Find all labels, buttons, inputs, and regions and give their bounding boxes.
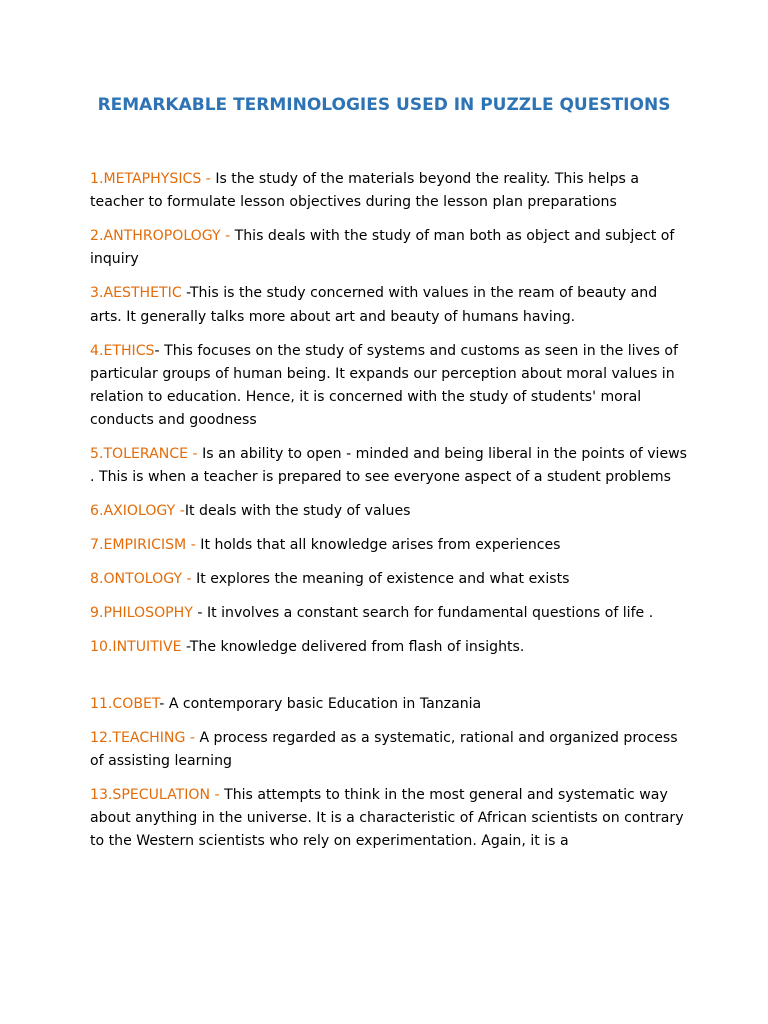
page-title: REMARKABLE TERMINOLOGIES USED IN PUZZLE QUESTIONS <box>97 95 671 115</box>
term-definition: Is an ability to open - minded and being liberal in the points of views . This is when a teacher is prepared to see everyone aspect of a student problems <box>90 446 688 486</box>
term-definition: - A contemporary basic Education in Tanzania <box>159 695 482 712</box>
term-definition: This deals with the study of man both as object and subject of inquiry <box>90 228 675 268</box>
term-entry-ontology <box>90 568 690 591</box>
term-label: 9.PHILOSOPHY <box>90 605 198 622</box>
term-entry-cobet <box>90 693 690 716</box>
term-entry-tolerance <box>90 443 690 489</box>
term-definition: - It involves a constant search for fundamental questions of life . <box>197 605 654 622</box>
term-label: 12.TEACHING - <box>90 729 200 746</box>
term-entry-philosophy <box>90 602 690 625</box>
term-label: 10.INTUITIVE <box>90 639 186 656</box>
term-definition: It explores the meaning of existence and what exists <box>196 571 570 588</box>
term-label: 13.SPECULATION - <box>90 786 225 803</box>
term-entry-anthropology <box>90 225 690 271</box>
term-definition: It holds that all knowledge arises from experiences <box>200 537 561 554</box>
term-entry-aesthetic <box>90 282 690 328</box>
term-entry-speculation <box>90 784 690 854</box>
term-label: 8.ONTOLOGY - <box>90 571 197 588</box>
term-definition: - This focuses on the study of systems and customs as seen in the lives of particular groups of human being. It expands our perception about moral values in relation to education. Hence, it is concerned with the study of students' moral conducts and goodness <box>90 342 678 429</box>
term-definition: -This is the study concerned with values in the ream of beauty and arts. It generally talks more about art and beauty of humans having. <box>90 285 658 325</box>
terminology-list <box>90 168 690 864</box>
term-definition: Is the study of the materials beyond the reality. This helps a teacher to formulate lesson objectives during the lesson plan preparations <box>90 171 639 211</box>
term-label: 7.EMPIRICISM - <box>90 537 201 554</box>
term-entry-ethics <box>90 340 690 433</box>
term-entry-metaphysics <box>90 168 690 214</box>
term-label: 2.ANTHROPOLOGY - <box>90 228 235 245</box>
term-definition: A process regarded as a systematic, rational and organized process of assisting learning <box>90 729 678 769</box>
term-definition: It deals with the study of values <box>184 503 411 520</box>
term-label: 11.COBET <box>90 695 160 712</box>
term-label: 1.METAPHYSICS - <box>90 171 216 187</box>
term-label: 3.AESTHETIC <box>90 285 187 302</box>
term-entry-intuitive <box>90 636 690 659</box>
term-label: 6.AXIOLOGY - <box>90 503 185 520</box>
term-label: 5.TOLERANCE - <box>90 446 203 463</box>
term-entry-axiology <box>90 500 690 523</box>
term-definition: This attempts to think in the most general and systematic way about anything in the universe. It is a characteristic of African scientists on contrary to the Western scientists who rely on experimentation. Again, it is a <box>90 786 684 850</box>
term-definition: -The knowledge delivered from flash of insights. <box>186 639 525 656</box>
term-label: 4.ETHICS <box>90 342 155 359</box>
term-entry-teaching <box>90 727 690 773</box>
term-entry-empiricism <box>90 534 690 557</box>
